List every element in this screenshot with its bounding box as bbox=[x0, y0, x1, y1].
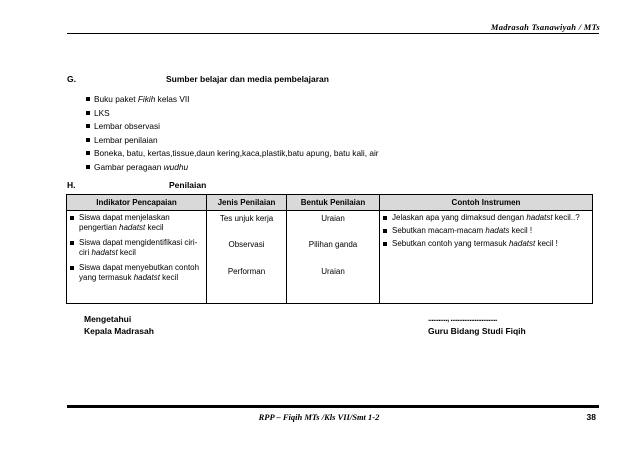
col-instrumen: Contoh Instrumen bbox=[380, 195, 593, 211]
kepala-madrasah-label: Kepala Madrasah bbox=[84, 326, 154, 336]
bullet-icon bbox=[383, 229, 387, 233]
list-item: Siswa dapat menyebutkan contoh yang termasuk hadatst kecil bbox=[70, 263, 203, 283]
place-date-dots: ..........., ........................... bbox=[428, 314, 497, 323]
bullet-icon bbox=[383, 216, 387, 220]
bullet-icon bbox=[70, 216, 74, 220]
bullet-icon bbox=[70, 266, 74, 270]
cell-jenis bbox=[207, 211, 287, 304]
guru-label: Guru Bidang Studi Fiqih bbox=[428, 326, 526, 336]
col-indikator: Indikator Pencapaian bbox=[67, 195, 207, 211]
bullet-icon bbox=[86, 165, 90, 169]
table-row bbox=[67, 211, 593, 304]
section-g-title: Sumber belajar dan media pembelajaran bbox=[166, 74, 329, 84]
header-title: Madrasah Tsanawiyah / MTs bbox=[490, 22, 600, 32]
list-item: Buku paket Fikih kelas VII bbox=[86, 93, 379, 107]
bullet-icon bbox=[86, 97, 90, 101]
section-g-list bbox=[86, 93, 379, 175]
list-item: Siswa dapat menjelaskan pengertian hadatst kecil bbox=[70, 213, 203, 233]
list-item: Lembar penilaian bbox=[86, 134, 379, 148]
list-item: LKS bbox=[86, 107, 379, 121]
footer-rule bbox=[67, 405, 599, 408]
cell-instrumen bbox=[380, 211, 593, 304]
cell-bentuk bbox=[287, 211, 380, 304]
bentuk-item: Uraian bbox=[321, 267, 345, 276]
list-item: Siswa dapat mengidentifikasi ciri-ciri hadatst kecil bbox=[70, 238, 203, 258]
jenis-item: Tes unjuk kerja bbox=[219, 214, 274, 223]
signature-right bbox=[428, 313, 526, 337]
bullet-icon bbox=[383, 242, 387, 246]
list-item: Gambar peragaan wudhu bbox=[86, 161, 379, 175]
list-item: Sebutkan contoh yang termasuk hadatst kecil ! bbox=[383, 239, 589, 249]
bullet-icon bbox=[86, 124, 90, 128]
table-header-row bbox=[67, 195, 593, 211]
bullet-icon bbox=[86, 111, 90, 115]
page-number: 38 bbox=[586, 412, 596, 422]
list-item: Jelaskan apa yang dimaksud dengan hadatst kecil..? bbox=[383, 213, 589, 223]
mengetahui-label: Mengetahui bbox=[84, 314, 132, 324]
section-h-letter: H. bbox=[67, 180, 76, 190]
bullet-icon bbox=[86, 151, 90, 155]
list-item: Lembar observasi bbox=[86, 120, 379, 134]
bentuk-item: Pilihan ganda bbox=[308, 240, 358, 249]
col-bentuk: Bentuk Penilaian bbox=[287, 195, 380, 211]
jenis-item: Performan bbox=[227, 267, 266, 276]
penilaian-table bbox=[66, 194, 593, 304]
section-h-title: Penilaian bbox=[169, 180, 207, 190]
cell-indikator bbox=[67, 211, 207, 304]
bullet-icon bbox=[70, 241, 74, 245]
col-jenis: Jenis Penilaian bbox=[207, 195, 287, 211]
signature-left bbox=[84, 313, 154, 337]
bullet-icon bbox=[86, 138, 90, 142]
bentuk-item: Uraian bbox=[321, 214, 345, 223]
section-g-letter: G. bbox=[67, 74, 76, 84]
header-rule bbox=[67, 33, 599, 34]
jenis-item: Observasi bbox=[228, 240, 265, 249]
list-item: Boneka, batu, kertas,tissue,daun kering,kaca,plastik,batu apung, batu kali, air bbox=[86, 147, 379, 161]
list-item: Sebutkan macam-macam hadats kecil ! bbox=[383, 226, 589, 236]
footer-title: RPP – Fiqih MTs /Kls VII/Smt 1-2 bbox=[258, 412, 380, 422]
